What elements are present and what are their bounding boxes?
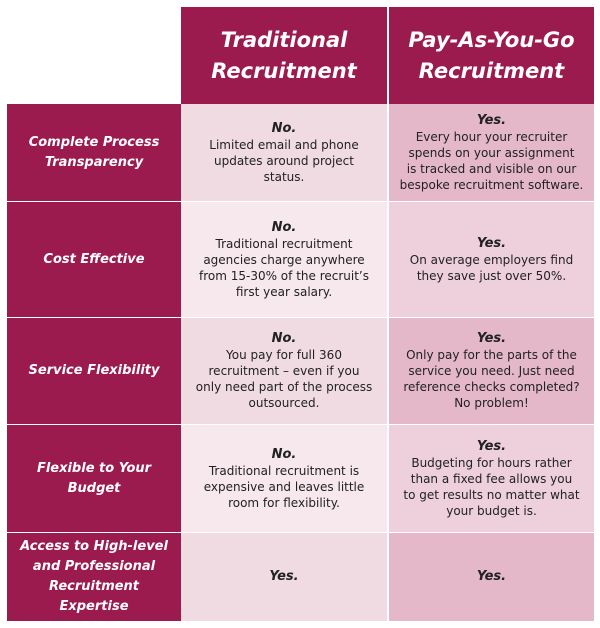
row-label-line: Complete Process <box>28 134 160 150</box>
description-line: they save just over 50%. <box>416 268 567 283</box>
description-line: room for flexibility. <box>228 495 340 510</box>
payg-cell-flexible-budget <box>389 425 594 532</box>
column-header-traditional-line: Recruitment <box>211 58 357 83</box>
description-line: outsourced. <box>248 396 320 410</box>
payg-cell-service-flexibility <box>389 318 594 424</box>
description-line: Budgeting for hours rather <box>411 455 572 470</box>
description-line: agencies charge anywhere <box>203 252 365 267</box>
description-line: You pay for full 360 <box>226 348 342 362</box>
description-line: expensive and leaves little <box>203 479 365 494</box>
row-label-line: Access to High-level <box>20 539 168 554</box>
row-label-transparency <box>7 104 181 201</box>
column-header-payg-line: Pay-As-You-Go <box>408 27 575 52</box>
row-label-line: Service Flexibility <box>28 363 160 378</box>
payg-cell-expertise <box>389 533 594 621</box>
description-line: Every hour your recruiter <box>415 129 568 144</box>
verdict-no: No. <box>271 219 297 235</box>
description-line: to get results no matter what <box>403 487 580 502</box>
column-header-payg <box>389 7 594 104</box>
column-header-payg-line: Recruitment <box>418 58 565 83</box>
verdict-yes: Yes. <box>476 112 507 128</box>
traditional-cell-service-flexibility <box>181 318 387 424</box>
description-line: updates around project <box>213 153 354 168</box>
description-line: No problem! <box>454 396 529 410</box>
row-label-line: Flexible to Your Budget <box>36 460 152 496</box>
description-line: than a fixed fee allows you <box>410 471 573 486</box>
description-line: service you need. Just need <box>408 364 575 378</box>
row-label-service-flexibility <box>7 318 181 424</box>
description-line: your budget is. <box>446 503 537 518</box>
description-line: spends on your assignment <box>408 145 575 160</box>
verdict-yes: Yes. <box>476 438 507 454</box>
verdict-no: No. <box>271 331 297 346</box>
description-line: bespoke recruitment software. <box>399 177 584 192</box>
payg-cell-transparency <box>389 104 594 201</box>
description-line: On average employers find <box>409 252 574 267</box>
row-label-flexible-budget <box>7 425 181 532</box>
column-header-traditional-line: Traditional <box>220 27 348 52</box>
row-label-line: and Professional <box>32 559 156 574</box>
description-line: only need part of the process <box>195 380 373 394</box>
row-label-line: Recruitment Expertise <box>48 579 140 614</box>
description-line: Only pay for the parts of the <box>406 348 577 362</box>
row-label-line: Cost Effective <box>43 251 145 267</box>
description-line: first year salary. <box>235 284 333 299</box>
verdict-yes: Yes. <box>269 569 299 584</box>
row-label-line: Transparency <box>44 154 144 170</box>
description-line: Traditional recruitment <box>215 236 353 251</box>
traditional-cell-cost-effective <box>181 202 387 317</box>
description-line: Traditional recruitment is <box>208 463 360 478</box>
description-line: reference checks completed? <box>403 380 580 394</box>
description-line: status. <box>263 169 305 184</box>
verdict-yes: Yes. <box>476 235 507 251</box>
row-label-expertise <box>7 533 181 621</box>
row-label-cost-effective <box>7 202 181 317</box>
payg-cell-cost-effective <box>389 202 594 317</box>
verdict-yes: Yes. <box>476 569 507 584</box>
column-header-traditional <box>181 7 387 104</box>
verdict-yes: Yes. <box>476 331 507 346</box>
verdict-no: No. <box>271 120 297 136</box>
verdict-no: No. <box>271 446 297 462</box>
traditional-cell-expertise <box>181 533 387 621</box>
description-line: is tracked and visible on our <box>406 161 577 176</box>
description-line: recruitment – even if you <box>208 364 360 378</box>
traditional-cell-flexible-budget <box>181 425 387 532</box>
traditional-cell-transparency <box>181 104 387 201</box>
description-line: Limited email and phone <box>209 137 359 152</box>
description-line: from 15-30% of the recruit’s <box>198 268 369 283</box>
